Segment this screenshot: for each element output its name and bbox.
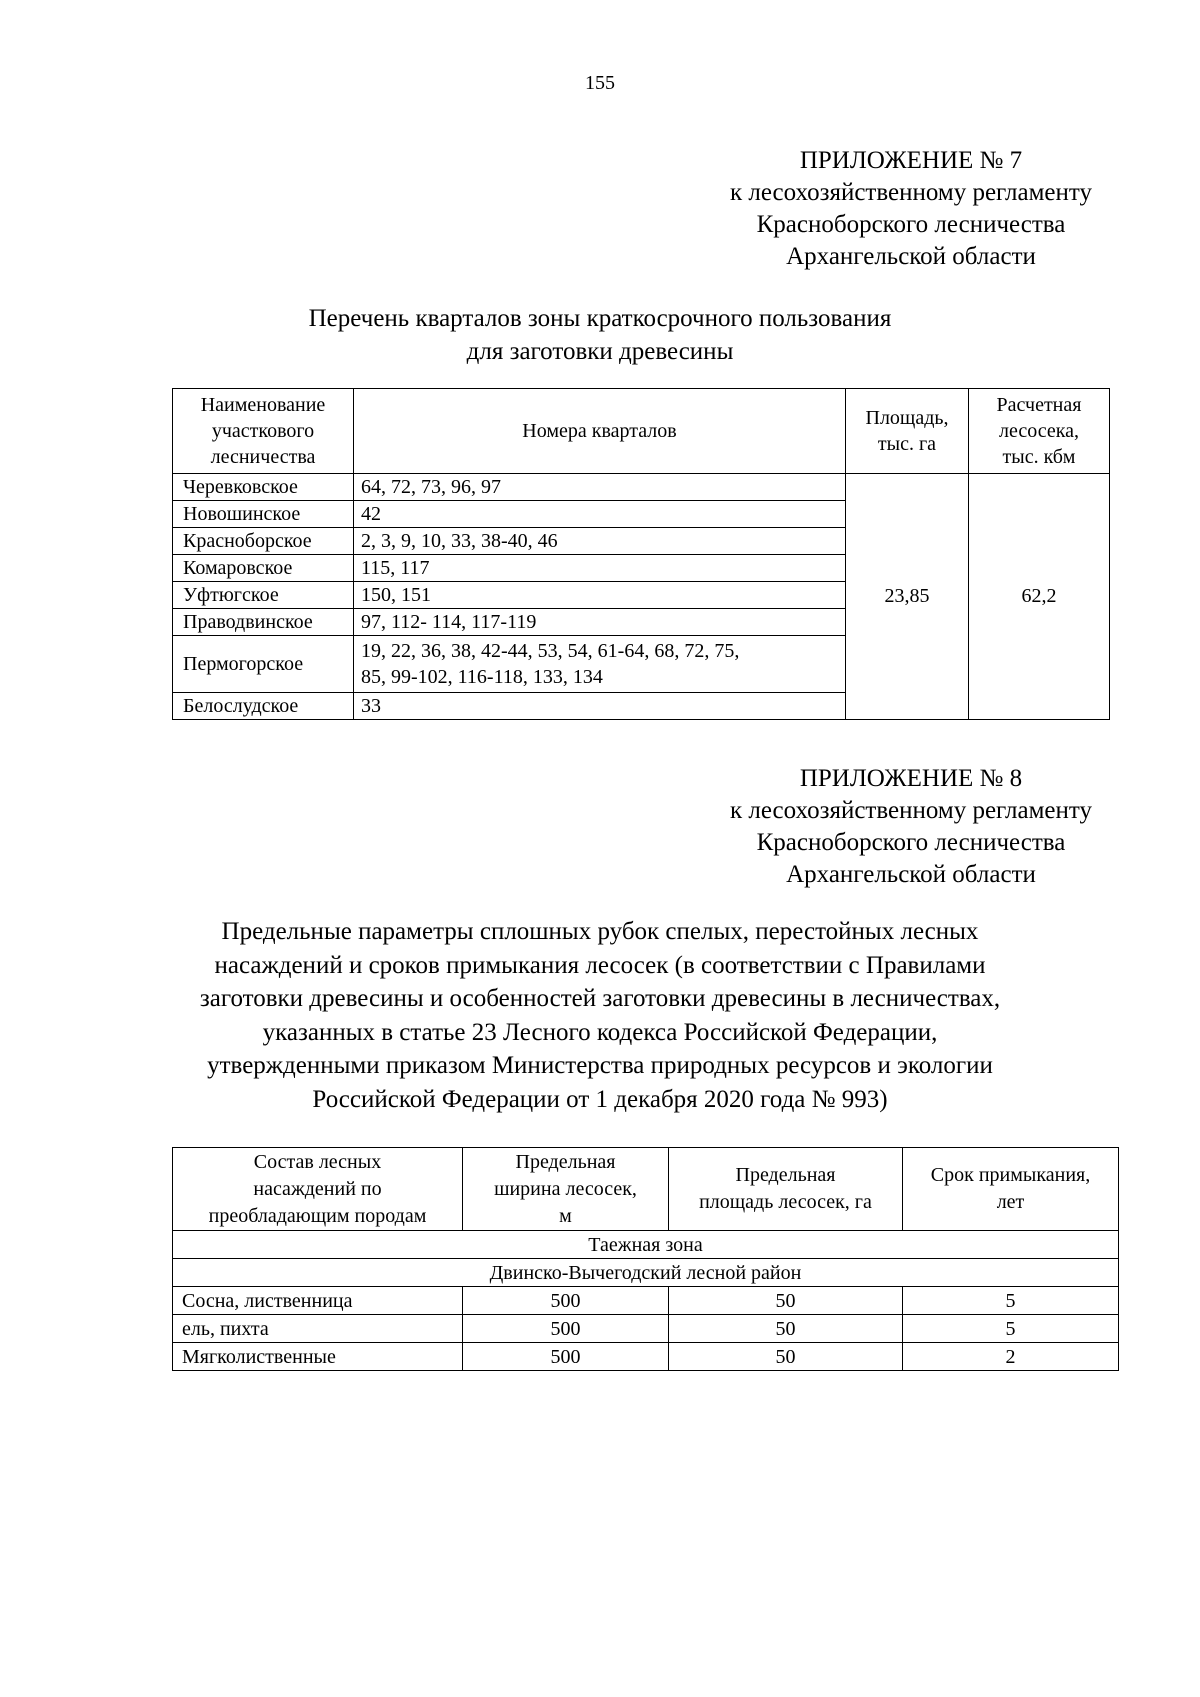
- district-row: [173, 1259, 1119, 1287]
- table-row: [173, 1343, 1119, 1371]
- header-text: Предельная: [515, 1150, 616, 1173]
- zone-row: [173, 1231, 1119, 1259]
- area-cell: 50: [669, 1343, 903, 1371]
- header-forestry-name: [173, 389, 354, 474]
- quarter-numbers: 42: [354, 501, 846, 528]
- table-header-row: [173, 389, 1110, 474]
- area-cell: 50: [669, 1287, 903, 1315]
- appendix-7-line-2: Красноборского лесничества: [756, 211, 1066, 238]
- header-text: Срок примыкания,: [930, 1164, 1091, 1186]
- term-cell: 5: [903, 1287, 1119, 1315]
- header-text: лет: [996, 1191, 1025, 1213]
- appendix-8-heading: ПРИЛОЖЕНИЕ № 8: [799, 765, 1023, 792]
- quarter-numbers-line: 19, 22, 36, 38, 42-44, 53, 54, 61-64, 68, 72, 75,: [361, 640, 740, 662]
- header-text: ширина лесосек,: [494, 1177, 637, 1200]
- quarters-table: [172, 388, 1110, 720]
- appendix-7-heading: ПРИЛОЖЕНИЕ № 7: [799, 147, 1023, 174]
- header-text: лесничества: [210, 446, 316, 468]
- header-text: тыс. кбм: [1002, 446, 1076, 468]
- appendix-8-title-line: заготовки древесины и особенностей заготовки древесины в лесничествах,: [199, 985, 1001, 1012]
- header-text: насаждений по: [253, 1177, 382, 1200]
- quarter-numbers: 33: [354, 693, 846, 720]
- quarter-numbers: 2, 3, 9, 10, 33, 38-40, 46: [354, 528, 846, 555]
- forestry-name: Белослудское: [173, 693, 354, 720]
- forestry-name: Праводвинское: [173, 609, 354, 636]
- appendix-8-line-1: к лесохозяйственному регламенту: [729, 797, 1093, 824]
- page-number: 155: [585, 72, 615, 94]
- forestry-name: Красноборское: [173, 528, 354, 555]
- term-cell: 2: [903, 1343, 1119, 1371]
- forestry-name: Пермогорское: [173, 636, 354, 693]
- species-cell: Сосна, лиственница: [173, 1287, 463, 1315]
- table-row: [173, 474, 1110, 501]
- appendix-8-line-3: Архангельской области: [786, 861, 1036, 888]
- appendix-8-title-line: утвержденными приказом Министерства природных ресурсов и экологии: [207, 1052, 993, 1079]
- header-max-width: [463, 1148, 669, 1231]
- table-header-row: [173, 1148, 1119, 1231]
- quarter-numbers: 115, 117: [354, 555, 846, 582]
- header-max-area: [669, 1148, 903, 1231]
- appendix-8-title: [0, 915, 1200, 1116]
- width-cell: 500: [463, 1315, 669, 1343]
- header-quarter-numbers: Номера кварталов: [354, 389, 846, 474]
- zone-label: Таежная зона: [173, 1231, 1119, 1259]
- forestry-name: Черевковское: [173, 474, 354, 501]
- district-label: Двинско-Вычегодский лесной район: [173, 1259, 1119, 1287]
- appendix-7-title-line: для заготовки древесины: [466, 338, 734, 365]
- header-text: площадь лесосек, га: [699, 1191, 872, 1213]
- allowable-cut-total: 62,2: [969, 474, 1110, 720]
- felling-parameters-table: [172, 1147, 1119, 1371]
- quarter-numbers: 64, 72, 73, 96, 97: [354, 474, 846, 501]
- appendix-8-title-line: указанных в статье 23 Лесного кодекса Российской Федерации,: [262, 1018, 938, 1046]
- header-allowable-cut: [969, 389, 1110, 474]
- header-text: тыс. га: [877, 433, 937, 455]
- width-cell: 500: [463, 1343, 669, 1371]
- quarter-numbers: 150, 151: [354, 582, 846, 609]
- quarter-numbers-line: 85, 99-102, 116-118, 133, 134: [361, 666, 603, 688]
- header-area: [846, 389, 969, 474]
- forestry-name: Комаровское: [173, 555, 354, 582]
- quarter-numbers: 97, 112- 114, 117-119: [354, 609, 846, 636]
- appendix-7-title: [0, 302, 1200, 368]
- appendix-8-title-line: насаждений и сроков примыкания лесосек (в соответствии с Правилами: [214, 951, 986, 979]
- header-text: Состав лесных: [253, 1150, 382, 1173]
- header-text: Площадь,: [865, 407, 949, 429]
- appendix-8-header: [651, 763, 1171, 891]
- header-text: участкового: [211, 420, 315, 442]
- header-composition: [173, 1148, 463, 1231]
- header-text: Расчетная: [996, 394, 1082, 416]
- forestry-name: Новошинское: [173, 501, 354, 528]
- forestry-name: Уфтюгское: [173, 582, 354, 609]
- width-cell: 500: [463, 1287, 669, 1315]
- appendix-7-header: [651, 145, 1171, 273]
- appendix-7-line-3: Архангельской области: [786, 243, 1036, 270]
- header-text: Наименование: [200, 394, 326, 416]
- species-cell: Мягколиственные: [173, 1343, 463, 1371]
- quarter-numbers: [354, 636, 846, 693]
- header-text: м: [559, 1204, 572, 1227]
- header-text: лесосека,: [998, 420, 1080, 442]
- area-total: 23,85: [846, 474, 969, 720]
- table-row: [173, 1287, 1119, 1315]
- appendix-8-line-2: Красноборского лесничества: [756, 829, 1066, 856]
- species-cell: ель, пихта: [173, 1315, 463, 1343]
- appendix-8-title-line: Предельные параметры сплошных рубок спелых, перестойных лесных: [221, 918, 979, 945]
- header-text: преобладающим породам: [208, 1204, 427, 1227]
- area-cell: 50: [669, 1315, 903, 1343]
- appendix-7-title-line: Перечень кварталов зоны краткосрочного пользования: [308, 305, 892, 332]
- appendix-8-title-line: Российской Федерации от 1 декабря 2020 года № 993): [312, 1085, 888, 1113]
- header-text: Предельная: [735, 1164, 836, 1186]
- header-adjacency-term: [903, 1148, 1119, 1231]
- table-row: [173, 1315, 1119, 1343]
- appendix-7-line-1: к лесохозяйственному регламенту: [729, 179, 1093, 206]
- term-cell: 5: [903, 1315, 1119, 1343]
